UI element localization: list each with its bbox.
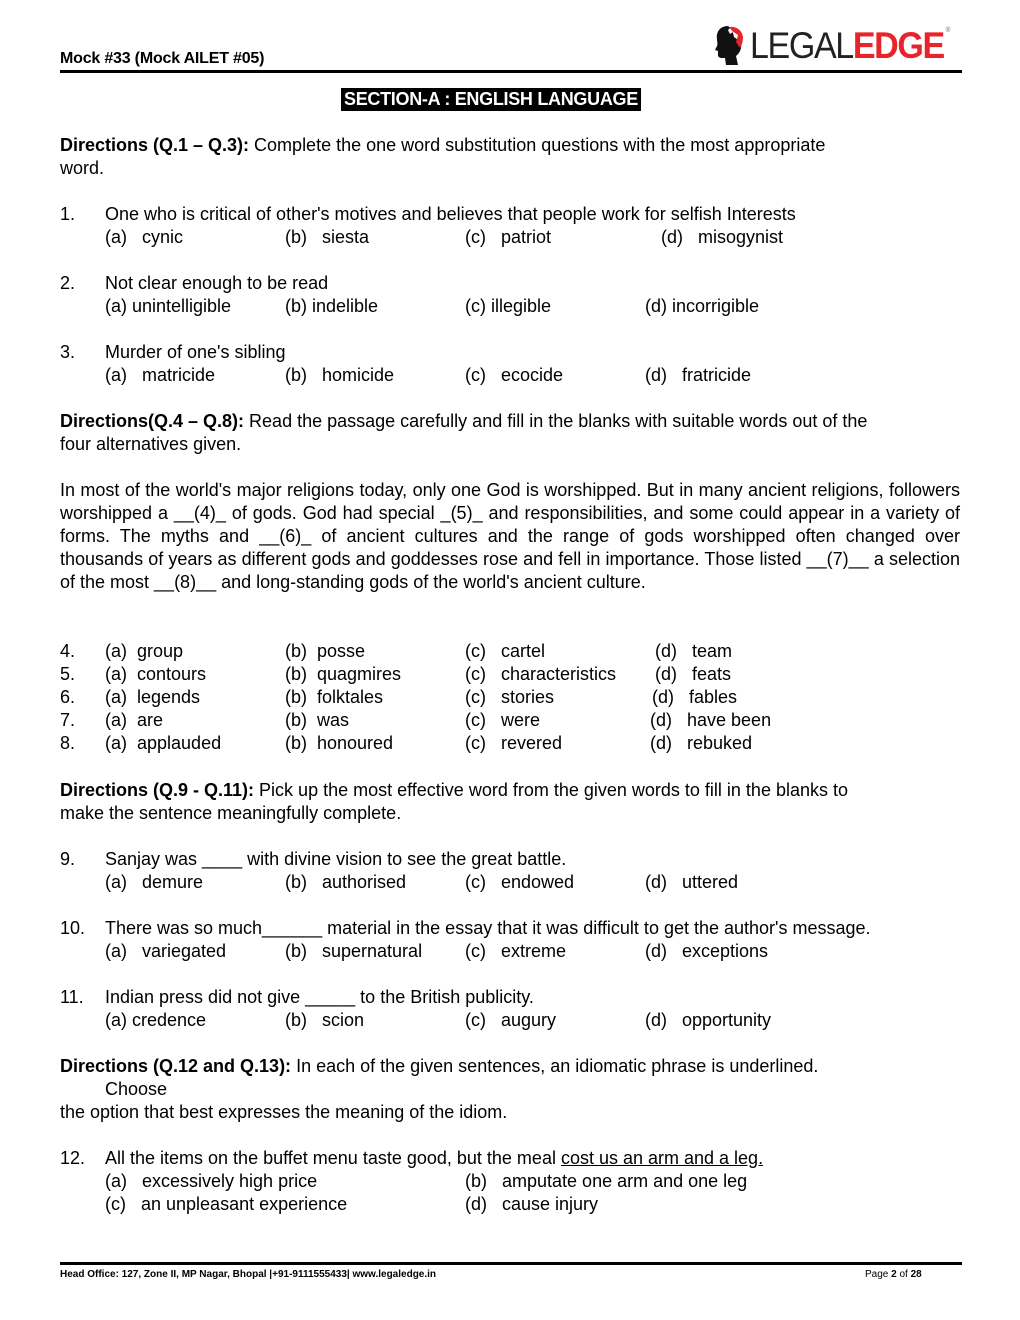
option-c[interactable]: (c) illegible [465, 296, 552, 316]
question-number: 6. [60, 687, 76, 707]
page-number: 2 [891, 1269, 897, 1280]
option-b[interactable]: (b) was [285, 710, 350, 730]
option-a[interactable]: (a) cynic [105, 227, 184, 247]
question-number: 7. [60, 710, 76, 730]
legaledge-logo [714, 22, 966, 68]
option-c[interactable]: (c) revered [465, 733, 563, 753]
question-number: 10. [60, 918, 86, 938]
option-c[interactable]: (c) were [465, 710, 541, 730]
option-b[interactable]: (b) posse [285, 641, 366, 661]
header-rule [60, 70, 962, 73]
directions-text-cont2: the option that best expresses the meaning of the idiom. [60, 1102, 508, 1122]
question-text: Murder of one's sibling [105, 342, 286, 362]
questions-4-8 [0, 640, 1020, 760]
page-indicator [865, 1269, 922, 1280]
footer-address: Head Office: 127, Zone II, MP Nagar, Bhopal |+91-9111555433| www.legaledge.in [60, 1269, 437, 1280]
option-d[interactable]: (d) exceptions [645, 941, 769, 961]
option-b[interactable]: (b) supernatural [285, 941, 423, 961]
option-d[interactable]: (d) fables [652, 687, 738, 707]
directions-text-cont: Choose [105, 1079, 168, 1099]
directions-label: Directions (Q.9 - Q.11): [60, 780, 255, 800]
option-d[interactable]: (d) fratricide [645, 365, 752, 385]
question-text: One who is critical of other's motives and believes that people work for selfish Interests [105, 204, 796, 224]
option-c[interactable]: (c) endowed [465, 872, 575, 892]
option-b[interactable]: (b) folktales [285, 687, 384, 707]
directions-text: Read the passage carefully and fill in the blanks with suitable words out of the [244, 411, 868, 431]
question-text: Not clear enough to be read [105, 273, 329, 293]
option-c[interactable]: (c) augury [465, 1010, 557, 1030]
directions-text-cont: word. [60, 158, 105, 178]
option-a[interactable]: (a) variegated [105, 941, 227, 961]
question-number: 4. [60, 641, 76, 661]
footer-rule [60, 1262, 962, 1265]
option-a[interactable]: (a) credence [105, 1010, 207, 1030]
question-text: Indian press did not give _____ to the British publicity. [105, 987, 534, 1007]
option-d[interactable]: (d) feats [655, 664, 732, 684]
directions-text: In each of the given sentences, an idiomatic phrase is underlined. [291, 1056, 819, 1076]
question-number: 11. [60, 987, 84, 1007]
option-d[interactable]: (d) opportunity [645, 1010, 772, 1030]
question-text: Sanjay was ____ with divine vision to see the great battle. [105, 849, 567, 869]
section-title: SECTION-A : ENGLISH LANGUAGE [341, 88, 641, 111]
question-number: 5. [60, 664, 76, 684]
head-silhouette-icon [714, 23, 748, 67]
option-a[interactable]: (a) demure [105, 872, 204, 892]
option-a[interactable]: (a) matricide [105, 365, 216, 385]
option-c[interactable]: (c) stories [465, 687, 555, 707]
directions-q12-q13 [60, 1055, 960, 1124]
option-b[interactable]: (b) siesta [285, 227, 370, 247]
option-c[interactable]: (c) ecocide [465, 365, 564, 385]
option-c[interactable]: (c) patriot [465, 227, 552, 247]
option-a[interactable]: (a) contours [105, 664, 207, 684]
option-d[interactable]: (d) rebuked [650, 733, 753, 753]
option-d[interactable]: (d) misogynist [661, 227, 784, 247]
question-12 [0, 1147, 1020, 1217]
passage-text: In most of the world's major religions today, only one God is worshipped. But in many ancient religions, followers worshipped a __(4)_ of gods. God had special _(5)_ and responsibilities, and some could appear in a variety of forms. The myths and __(6)_ of ancient cultures and the range of gods worshipped often changed over thousands of years as different gods and goddesses rose and fell in importance. Those listed __(7)__ a selection of the most __(8)__ and long-standing gods of the world's ancient culture. [60, 480, 960, 592]
directions-q4-q8 [60, 410, 960, 456]
logo-text-legal: LEGAL [750, 24, 853, 66]
questions-9-11 [0, 848, 1020, 1033]
page-label: Page [865, 1269, 892, 1280]
option-b[interactable]: (b) scion [285, 1010, 365, 1030]
registered-mark: ® [945, 26, 950, 34]
option-b[interactable]: (b) homicide [285, 365, 395, 385]
directions-q9-q11 [60, 779, 960, 825]
option-d[interactable]: (d) incorrigible [645, 296, 760, 316]
directions-text: Complete the one word substitution questions with the most appropriate [249, 135, 826, 155]
question-text: There was so much______ material in the essay that it was difficult to get the author's message. [105, 918, 871, 938]
directions-label: Directions (Q.1 – Q.3): [60, 135, 250, 155]
reading-passage [60, 479, 960, 594]
page-of-label: of [896, 1269, 911, 1280]
question-number: 3. [60, 342, 76, 362]
directions-text-cont: four alternatives given. [60, 434, 242, 454]
document-title: Mock #33 (Mock AILET #05) [60, 50, 265, 67]
option-c[interactable]: (c) extreme [465, 941, 567, 961]
option-d[interactable]: (d) have been [650, 710, 772, 730]
question-number: 9. [60, 849, 76, 869]
option-a[interactable]: (a) applauded [105, 733, 222, 753]
question-number: 2. [60, 273, 76, 293]
logo-text-edge: EDGE [852, 24, 944, 66]
option-c[interactable]: (c) characteristics [465, 664, 617, 684]
option-b[interactable]: (b) authorised [285, 872, 407, 892]
option-d[interactable]: (d) team [655, 641, 733, 661]
option-c[interactable]: (c) an unpleasant experience [105, 1194, 348, 1214]
question-text [105, 1147, 763, 1170]
question-number: 8. [60, 733, 76, 753]
option-c[interactable]: (c) cartel [465, 641, 546, 661]
option-a[interactable]: (a) group [105, 641, 184, 661]
option-a[interactable]: (a) are [105, 710, 164, 730]
option-b[interactable]: (b) honoured [285, 733, 394, 753]
question-text-pre: All the items on the buffet menu taste good, but the meal [105, 1148, 561, 1168]
option-d[interactable]: (d) cause injury [465, 1194, 599, 1214]
directions-q1-q3 [60, 134, 960, 180]
directions-text-cont: make the sentence meaningfully complete. [60, 803, 402, 823]
questions-1-3 [0, 203, 1020, 388]
option-b[interactable]: (b) quagmires [285, 664, 402, 684]
option-b[interactable]: (b) indelible [285, 296, 379, 316]
question-number: 12. [60, 1148, 86, 1168]
option-a[interactable]: (a) unintelligible [105, 296, 232, 316]
option-d[interactable]: (d) uttered [645, 872, 739, 892]
directions-label: Directions (Q.12 and Q.13): [60, 1056, 292, 1076]
directions-text: Pick up the most effective word from the given words to fill in the blanks to [254, 780, 848, 800]
question-number: 1. [60, 204, 76, 224]
option-a[interactable]: (a) excessively high price [105, 1171, 318, 1191]
option-a[interactable]: (a) legends [105, 687, 201, 707]
page-total: 28 [910, 1269, 922, 1280]
underlined-idiom: cost us an arm and a leg. [560, 1148, 764, 1168]
option-b[interactable]: (b) amputate one arm and one leg [465, 1171, 748, 1191]
directions-label: Directions(Q.4 – Q.8): [60, 411, 245, 431]
